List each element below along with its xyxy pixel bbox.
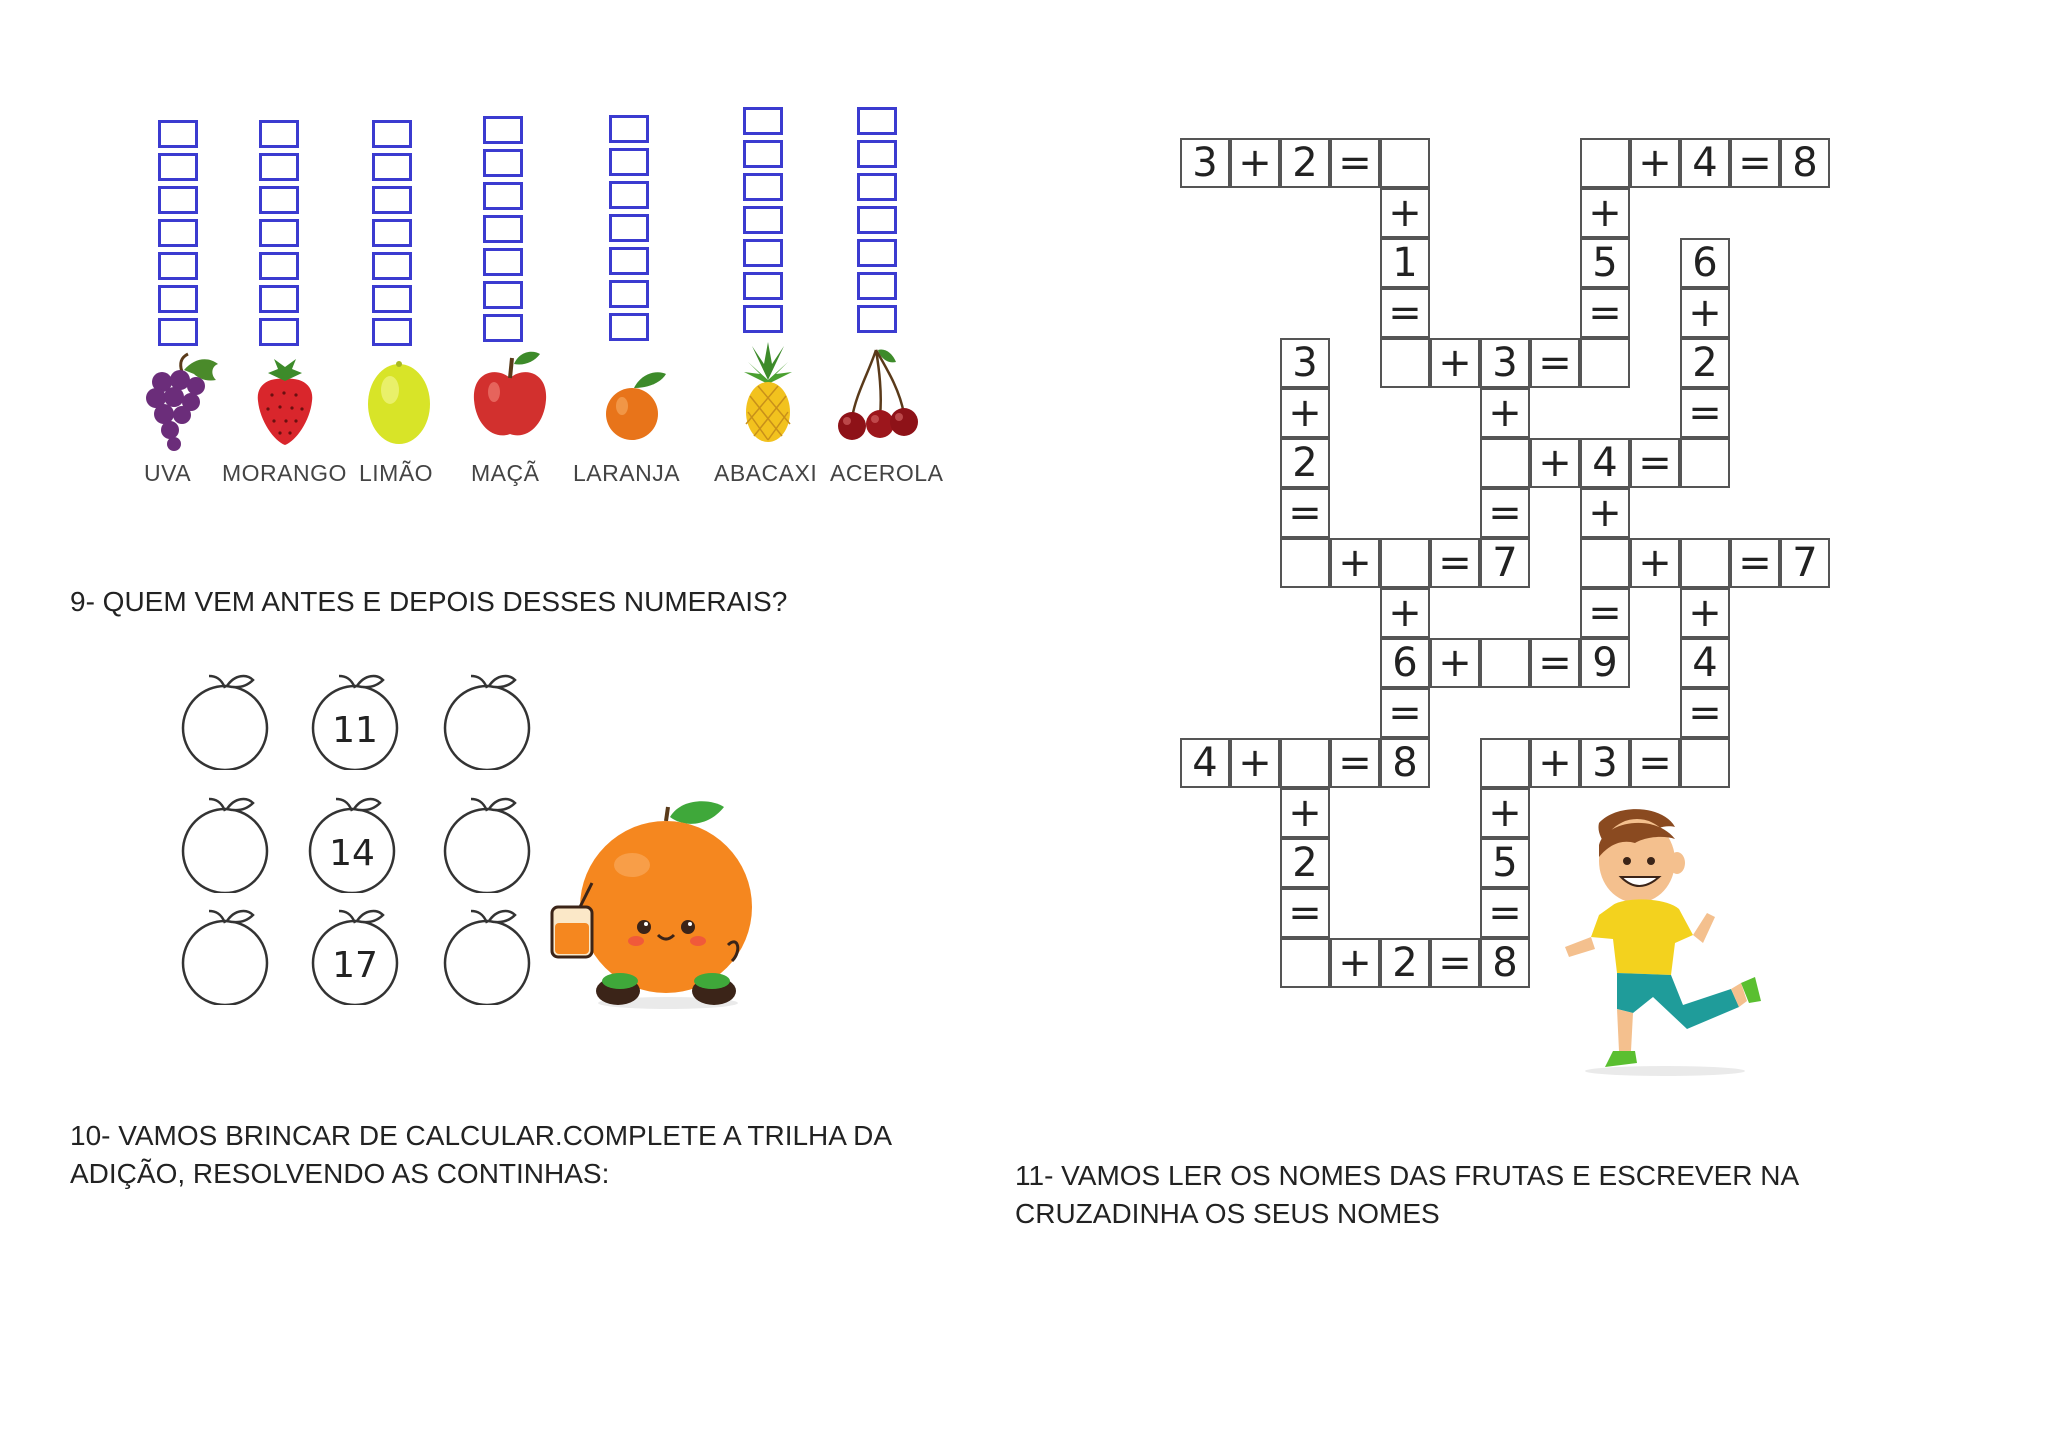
crossword-cell: = <box>1430 938 1480 988</box>
letter-box[interactable] <box>609 115 649 143</box>
crossword-cell: = <box>1630 438 1680 488</box>
crossword-cell: + <box>1380 588 1430 638</box>
grapes-icon <box>138 352 224 452</box>
answer-cell[interactable] <box>1480 738 1530 788</box>
letter-boxes-laranja <box>609 115 649 341</box>
crossword-cell: = <box>1480 888 1530 938</box>
crossword-cell: = <box>1580 288 1630 338</box>
crossword-cell: + <box>1280 388 1330 438</box>
orange-outline <box>175 905 275 1005</box>
letter-box[interactable] <box>743 272 783 300</box>
letter-box[interactable] <box>158 318 198 346</box>
answer-cell[interactable] <box>1480 438 1530 488</box>
crossword-cell: = <box>1430 538 1480 588</box>
letter-box[interactable] <box>372 120 412 148</box>
pineapple-icon <box>738 340 798 444</box>
answer-cell[interactable] <box>1380 538 1430 588</box>
letter-box[interactable] <box>609 181 649 209</box>
letter-box[interactable] <box>158 120 198 148</box>
crossword-cell: 8 <box>1780 138 1830 188</box>
crossword-cell: = <box>1330 738 1380 788</box>
crossword-cell: 4 <box>1580 438 1630 488</box>
crossword-cell: 6 <box>1380 638 1430 688</box>
orange-outline <box>437 670 537 770</box>
letter-box[interactable] <box>609 148 649 176</box>
orange-outline <box>437 793 537 893</box>
letter-box[interactable] <box>372 219 412 247</box>
answer-cell[interactable] <box>1280 938 1330 988</box>
crossword-cell: + <box>1530 738 1580 788</box>
letter-box[interactable] <box>483 149 523 177</box>
letter-box[interactable] <box>609 247 649 275</box>
crossword-cell: 8 <box>1480 938 1530 988</box>
letter-boxes-maca <box>483 116 523 342</box>
strawberry-icon <box>254 355 316 447</box>
crossword-cell: + <box>1630 138 1680 188</box>
crossword-cell: 2 <box>1380 938 1430 988</box>
number-label: 17 <box>332 944 378 986</box>
fruit-label-acerola: ACEROLA <box>830 460 944 486</box>
crossword-cell: + <box>1430 338 1480 388</box>
letter-box[interactable] <box>743 239 783 267</box>
crossword-cell: + <box>1430 638 1480 688</box>
fruit-label-maca: MAÇÃ <box>471 460 540 486</box>
crossword-cell: + <box>1330 538 1380 588</box>
crossword-cell: 3 <box>1480 338 1530 388</box>
letter-boxes-abacaxi <box>743 107 783 333</box>
question-11 <box>1015 1157 1799 1233</box>
letter-box[interactable] <box>483 215 523 243</box>
crossword-cell: 1 <box>1380 238 1430 288</box>
letter-box[interactable] <box>483 314 523 342</box>
crossword-cell: + <box>1580 488 1630 538</box>
letter-box[interactable] <box>158 219 198 247</box>
letter-box[interactable] <box>483 116 523 144</box>
orange-outline <box>175 793 275 893</box>
orange-number-17 <box>305 905 405 1005</box>
crossword-cell: 4 <box>1680 638 1730 688</box>
crossword-cell: = <box>1480 488 1530 538</box>
crossword-cell: = <box>1530 638 1580 688</box>
crossword-cell: + <box>1680 588 1730 638</box>
answer-cell[interactable] <box>1580 538 1630 588</box>
question-11-line-2: CRUZADINHA OS SEUS NOMES <box>1015 1198 1440 1229</box>
letter-box[interactable] <box>609 214 649 242</box>
crossword-cell: + <box>1580 188 1630 238</box>
letter-box[interactable] <box>158 285 198 313</box>
crossword-cell: 6 <box>1680 238 1730 288</box>
letter-box[interactable] <box>857 140 897 168</box>
running-boy-illustration <box>1555 805 1770 1080</box>
letter-box[interactable] <box>609 280 649 308</box>
crossword-cell: 7 <box>1480 538 1530 588</box>
letter-boxes-limao <box>372 120 412 346</box>
fruit-label-laranja: LARANJA <box>573 460 681 486</box>
fruit-label-morango: MORANGO <box>222 460 347 486</box>
letter-box[interactable] <box>372 186 412 214</box>
letter-box[interactable] <box>158 153 198 181</box>
letter-box[interactable] <box>259 120 299 148</box>
letter-box[interactable] <box>259 153 299 181</box>
answer-cell[interactable] <box>1680 438 1730 488</box>
crossword-cell: 3 <box>1580 738 1630 788</box>
letter-box[interactable] <box>259 219 299 247</box>
crossword-cell: 5 <box>1480 838 1530 888</box>
letter-box[interactable] <box>372 252 412 280</box>
letter-box[interactable] <box>483 248 523 276</box>
crossword-cell: 2 <box>1280 138 1330 188</box>
crossword-cell: = <box>1580 588 1630 638</box>
answer-cell[interactable] <box>1380 338 1430 388</box>
crossword-cell: = <box>1530 338 1580 388</box>
letter-box[interactable] <box>743 173 783 201</box>
letter-boxes-acerola <box>857 107 897 333</box>
question-10-line-2: ADIÇÃO, RESOLVENDO AS CONTINHAS: <box>70 1158 610 1189</box>
crossword-cell: = <box>1380 288 1430 338</box>
answer-cell[interactable] <box>1680 538 1730 588</box>
crossword-cell: 3 <box>1280 338 1330 388</box>
crossword-cell: 3 <box>1180 138 1230 188</box>
letter-box[interactable] <box>743 140 783 168</box>
letter-boxes-morango <box>259 120 299 346</box>
letter-box[interactable] <box>372 318 412 346</box>
crossword-cell: + <box>1330 938 1380 988</box>
letter-box[interactable] <box>857 239 897 267</box>
letter-box[interactable] <box>483 182 523 210</box>
fruit-label-uva: UVA <box>144 460 192 486</box>
crossword-cell: + <box>1280 788 1330 838</box>
crossword-cell: 5 <box>1580 238 1630 288</box>
crossword-cell: + <box>1530 438 1580 488</box>
answer-cell[interactable] <box>1580 338 1630 388</box>
crossword-cell: 4 <box>1680 138 1730 188</box>
letter-box[interactable] <box>857 272 897 300</box>
number-label: 11 <box>332 709 378 751</box>
number-label: 14 <box>329 832 375 874</box>
fruit-label-abacaxi: ABACAXI <box>714 460 818 486</box>
lemon-icon <box>366 358 432 448</box>
letter-box[interactable] <box>372 285 412 313</box>
crossword-cell: = <box>1380 688 1430 738</box>
letter-box[interactable] <box>857 173 897 201</box>
answer-cell[interactable] <box>1280 538 1330 588</box>
crossword-cell: 2 <box>1280 438 1330 488</box>
answer-cell[interactable] <box>1480 638 1530 688</box>
letter-box[interactable] <box>857 305 897 333</box>
letter-box[interactable] <box>743 305 783 333</box>
letter-boxes-uva <box>158 120 198 346</box>
crossword-cell: 2 <box>1680 338 1730 388</box>
orange-number-14 <box>302 793 402 893</box>
crossword-cell: + <box>1480 388 1530 438</box>
crossword-cell: + <box>1680 288 1730 338</box>
letter-box[interactable] <box>743 206 783 234</box>
crossword-cell: + <box>1230 138 1280 188</box>
crossword-cell: = <box>1730 538 1780 588</box>
letter-box[interactable] <box>259 252 299 280</box>
letter-box[interactable] <box>259 186 299 214</box>
letter-box[interactable] <box>857 206 897 234</box>
crossword-cell: = <box>1330 138 1380 188</box>
question-9: 9- QUEM VEM ANTES E DEPOIS DESSES NUMERAIS? <box>70 586 788 617</box>
fruit-label-limao: LIMÃO <box>359 460 434 486</box>
letter-box[interactable] <box>857 107 897 135</box>
letter-box[interactable] <box>372 153 412 181</box>
letter-box[interactable] <box>158 186 198 214</box>
answer-cell[interactable] <box>1580 138 1630 188</box>
crossword-cell: + <box>1380 188 1430 238</box>
cherry-icon <box>832 344 922 444</box>
crossword-cell: = <box>1680 388 1730 438</box>
question-10-line-1: 10- VAMOS BRINCAR DE CALCULAR.COMPLETE A TRILHA DA <box>70 1120 893 1151</box>
answer-cell[interactable] <box>1380 138 1430 188</box>
crossword-cell: + <box>1630 538 1680 588</box>
orange-outline <box>175 670 275 770</box>
crossword-cell: = <box>1630 738 1680 788</box>
crossword-cell: 2 <box>1280 838 1330 888</box>
crossword-cell: + <box>1230 738 1280 788</box>
apple-icon <box>470 348 550 444</box>
letter-box[interactable] <box>259 318 299 346</box>
crossword-cell: 7 <box>1780 538 1830 588</box>
crossword-cell: = <box>1730 138 1780 188</box>
crossword-cell: 8 <box>1380 738 1430 788</box>
crossword-cell: = <box>1680 688 1730 738</box>
orange-character-illustration <box>540 795 760 1015</box>
crossword-cell: = <box>1280 888 1330 938</box>
answer-cell[interactable] <box>1280 738 1330 788</box>
orange-number-11 <box>305 670 405 770</box>
crossword-cell: 4 <box>1180 738 1230 788</box>
letter-box[interactable] <box>743 107 783 135</box>
letter-box[interactable] <box>483 281 523 309</box>
answer-cell[interactable] <box>1680 738 1730 788</box>
crossword-cell: 9 <box>1580 638 1630 688</box>
crossword-cell: + <box>1480 788 1530 838</box>
question-11-line-1: 11- VAMOS LER OS NOMES DAS FRUTAS E ESCREVER NA <box>1015 1160 1800 1191</box>
orange-outline <box>437 905 537 1005</box>
letter-box[interactable] <box>158 252 198 280</box>
crossword-cell: = <box>1280 488 1330 538</box>
orange-icon <box>600 362 670 446</box>
letter-box[interactable] <box>259 285 299 313</box>
question-10 <box>70 1117 892 1193</box>
letter-box[interactable] <box>609 313 649 341</box>
